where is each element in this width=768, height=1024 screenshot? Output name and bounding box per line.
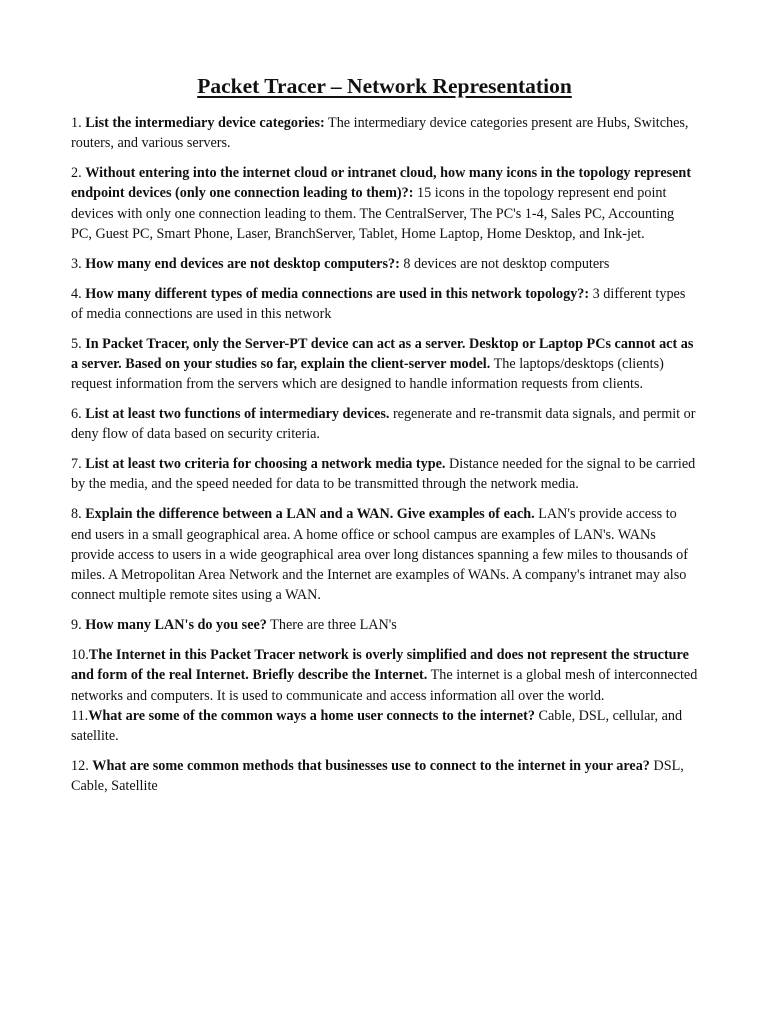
item-answer: 8 devices are not desktop computers (399, 255, 610, 272)
item-question: How many LAN's do you see? (85, 617, 267, 634)
item-question: What are some of the common ways a home user connects to the internet? (88, 707, 535, 724)
qa-item-9 (71, 615, 698, 635)
item-answer: regenerate and re-transmit data signals, and permit or deny flow of data based on security criteria. (71, 406, 696, 443)
item-question: List at least two functions of intermediary devices. (85, 406, 390, 423)
item-answer: 15 icons in the topology represent end point devices with only one connection leading to them. The CentralServer, The PC's 1-4, Sales PC, Accounting PC, Guest PC, Smart Phone, Laser, BranchServer, Tablet, Home Laptop, Home Desktop, and Ink-jet. (71, 185, 675, 242)
document-title: Packet Tracer – Network Representation (197, 74, 572, 98)
item-number: 12. (71, 758, 93, 775)
qa-item-11 (71, 706, 698, 747)
item-answer: DSL, Cable, Satellite (71, 758, 684, 795)
item-question: Explain the difference between a LAN and a WAN. Give examples of each. (85, 506, 535, 523)
item-number: 10. (71, 647, 89, 664)
item-number: 9. (71, 617, 86, 634)
item-question: List at least two criteria for choosing a network media type. (85, 456, 446, 473)
item-question: What are some common methods that businesses use to connect to the internet in your area? (92, 758, 650, 775)
qa-item-7 (71, 454, 698, 495)
item-number: 8. (71, 506, 86, 523)
qa-item-12 (71, 756, 698, 797)
qa-item-6 (71, 404, 698, 445)
item-answer: There are three LAN's (266, 617, 397, 634)
qa-item-5 (71, 334, 698, 395)
qa-item-10 (71, 645, 698, 706)
item-question: In Packet Tracer, only the Server-PT device can act as a server. Desktop or Laptop PCs cannot act as a server. Based on your studies so far, explain the client-server model. (71, 335, 694, 372)
item-answer: Distance needed for the signal to be carried by the media, and the speed needed for data to be transmitted through the network media. (71, 456, 696, 493)
item-number: 5. (71, 335, 86, 352)
item-question: List the intermediary device categories: (85, 115, 325, 131)
item-number: 11. (71, 707, 89, 724)
qa-item-1 (71, 113, 698, 154)
item-answer: Cable, DSL, cellular, and satellite. (71, 707, 683, 745)
item-question: Without entering into the internet cloud or intranet cloud, how many icons in the topology represent endpoint devices (only one connection leading to them)?: (71, 165, 692, 202)
qa-item-8 (71, 504, 698, 605)
qa-item-4 (71, 284, 698, 325)
item-answer: The laptops/desktops (clients) request information from the servers which are designed to handle information requests from clients. (71, 355, 664, 393)
item-question: How many end devices are not desktop computers?: (85, 255, 400, 272)
item-number: 4. (71, 285, 86, 302)
item-answer: The internet is a global mesh of interconnected networks and computers. It is used to communicate and access information all over the world. (71, 667, 698, 704)
item-question: How many different types of media connections are used in this network topology?: (85, 285, 590, 302)
item-question: The Internet in this Packet Tracer network is overly simplified and does not represent the structure and form of the real Internet. Briefly describe the Internet. (71, 647, 689, 684)
item-answer: 3 different types of media connections are used in this network (71, 285, 686, 322)
item-number: 2. (71, 165, 86, 182)
item-number: 3. (71, 255, 86, 272)
qa-item-2 (71, 163, 698, 244)
item-number: 6. (71, 406, 86, 423)
item-answer: The intermediary device categories present are Hubs, Switches, routers, and various servers. (71, 115, 689, 152)
item-answer: LAN's provide access to end users in a small geographical area. A home office or school campus are examples of LAN's. WANs provide access to users in a wide geographical area over long distances spanning a few miles to thousands of miles. A Metropolitan Area Network and the Internet are examples of WANs. A company's intranet may also connect multiple remote sites using a WAN. (71, 506, 688, 604)
item-number: 7. (71, 456, 86, 473)
qa-item-3 (71, 254, 698, 274)
item-number: 1. (71, 115, 86, 131)
